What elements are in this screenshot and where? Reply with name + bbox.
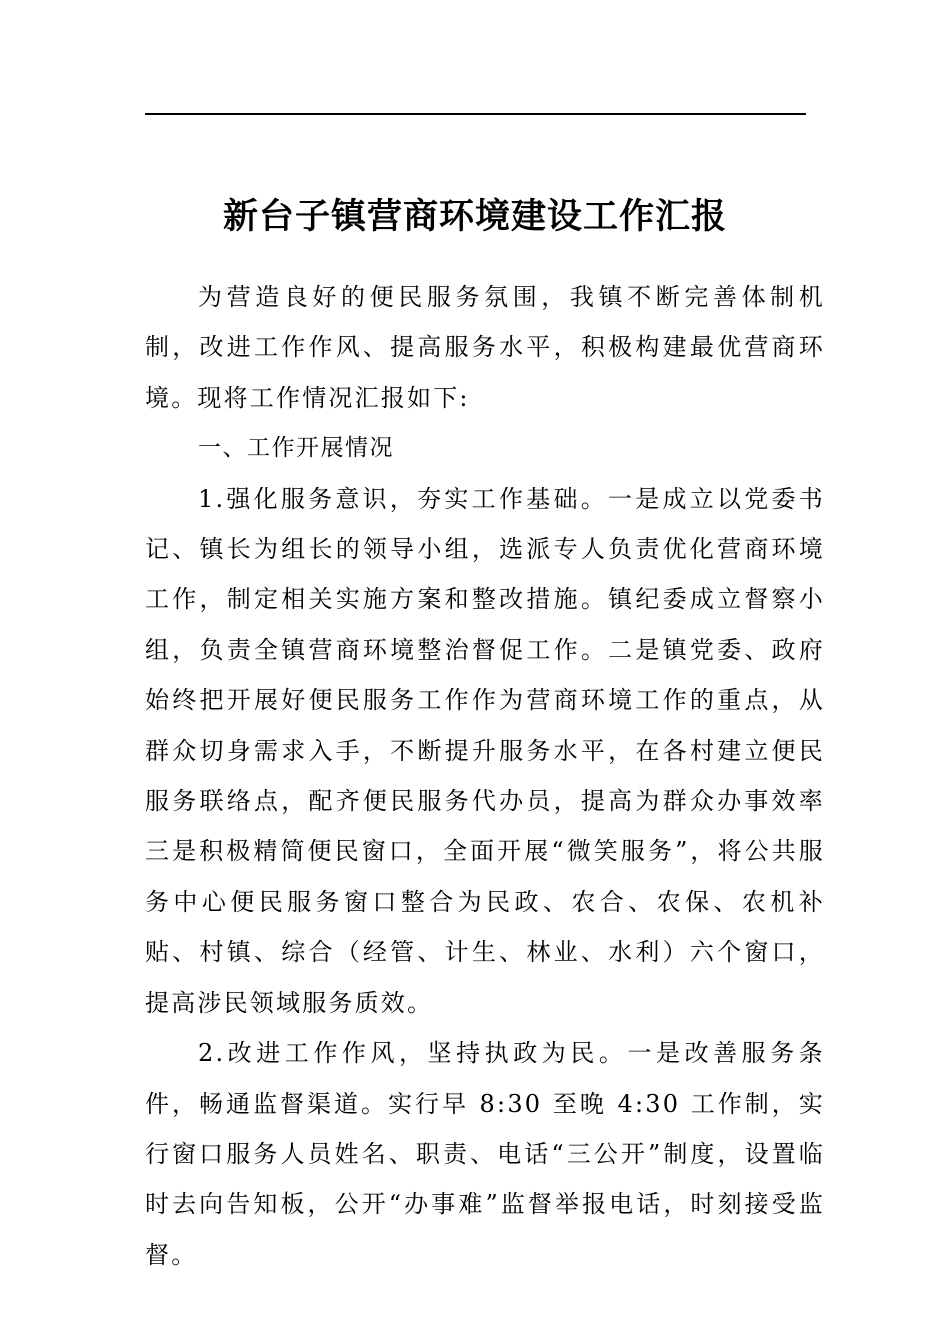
document-title: 新台子镇营商环境建设工作汇报	[222, 196, 727, 238]
item-2-paragraph: 2.改进工作作风，坚持执政为民。一是改善服务条件，畅通监督渠道。实行早 8:30 至晚 4:30 工作制，实行窗口服务人员姓名、职责、电话“三公开”制度，设置临时去向告知板，公开“办事难”监督举报电话，时刻接受监督。	[145, 1039, 825, 1269]
item-1-paragraph: 1.强化服务意识，夯实工作基础。一是成立以党委书记、镇长为组长的领导小组，选派专人负责优化营商环境工作，制定相关实施方案和整改措施。镇纪委成立督察小组，负责全镇营商环境整治督促工作。二是镇党委、政府始终把开展好便民服务工作作为营商环境工作的重点，从群众切身需求入手，不断提升服务水平，在各村建立便民服务联络点，配齐便民服务代办员，提高为群众办事效率三是积极精简便民窗口，全面开展“微笑服务”，将公共服务中心便民服务窗口整合为民政、农合、农保、农机补贴、村镇、综合（经管、计生、林业、水利）六个窗口，提高涉民领域服务质效。	[145, 484, 825, 1017]
section-heading: 一、工作开展情况	[198, 435, 394, 462]
intro-paragraph: 为营造良好的便民服务氛围，我镇不断完善体制机制，改进工作作风、提高服务水平，积极构建最优营商环境。现将工作情况汇报如下:	[145, 283, 825, 412]
header-rule	[145, 113, 806, 115]
document-body	[145, 272, 825, 1280]
